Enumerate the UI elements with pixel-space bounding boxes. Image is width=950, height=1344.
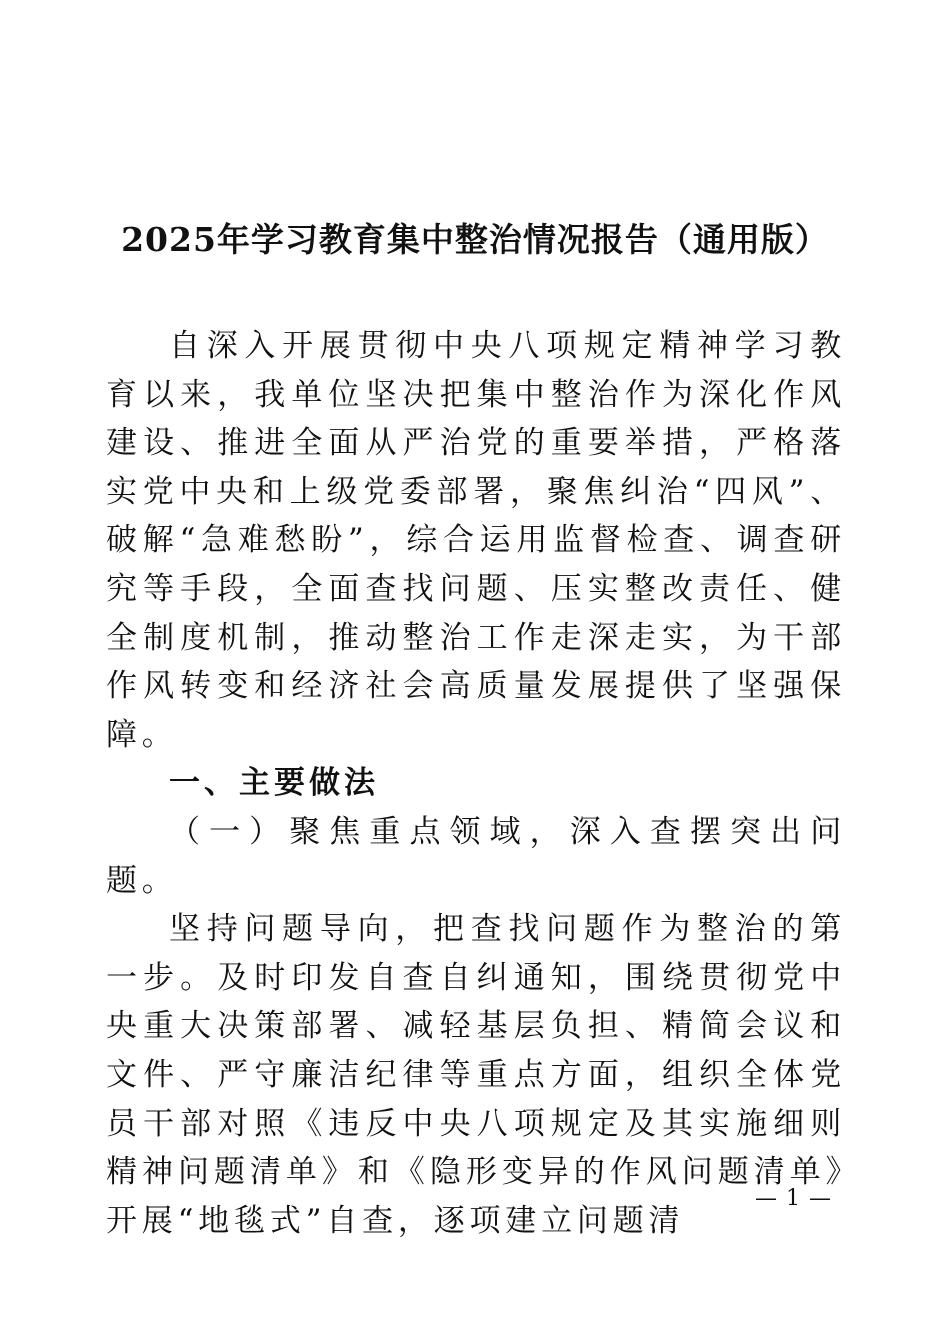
body-paragraph: 坚持问题导向，把查找问题作为整治的第一步。及时印发自查自纠通知，围绕贯彻党中央重大决策部署、减轻基层负担、精简会议和文件、严守廉洁纪律等重点方面，组织全体党员干部对照《违反中央八项规定及其实施细则精神问题清单》和《隐形变异的作风问题清单》开展“地毯式”自查，逐项建立问题清 [106, 911, 846, 1239]
intro-paragraph: 自深入开展贯彻中央八项规定精神学习教育以来，我单位坚决把集中整治作为深化作风建设、推进全面从严治党的重要举措，严格落实党中央和上级党委部署，聚焦纠治“四风”、破解“急难愁盼”，综合运用监督检查、调查研究等手段，全面查找问题、压实整改责任、健全制度机制，推动整治工作走深走实，为干部作风转变和经济社会高质量发展提供了坚强保障。 [106, 328, 846, 753]
section-heading: 一、主要做法 [169, 765, 379, 802]
document-body [106, 322, 846, 1245]
subsection-heading: （一）聚焦重点领域，深入查摆突出问题。 [106, 813, 846, 899]
document-title: 2025年学习教育集中整治情况报告（通用版） [121, 220, 829, 259]
page-number: — 1 — [755, 1186, 832, 1211]
